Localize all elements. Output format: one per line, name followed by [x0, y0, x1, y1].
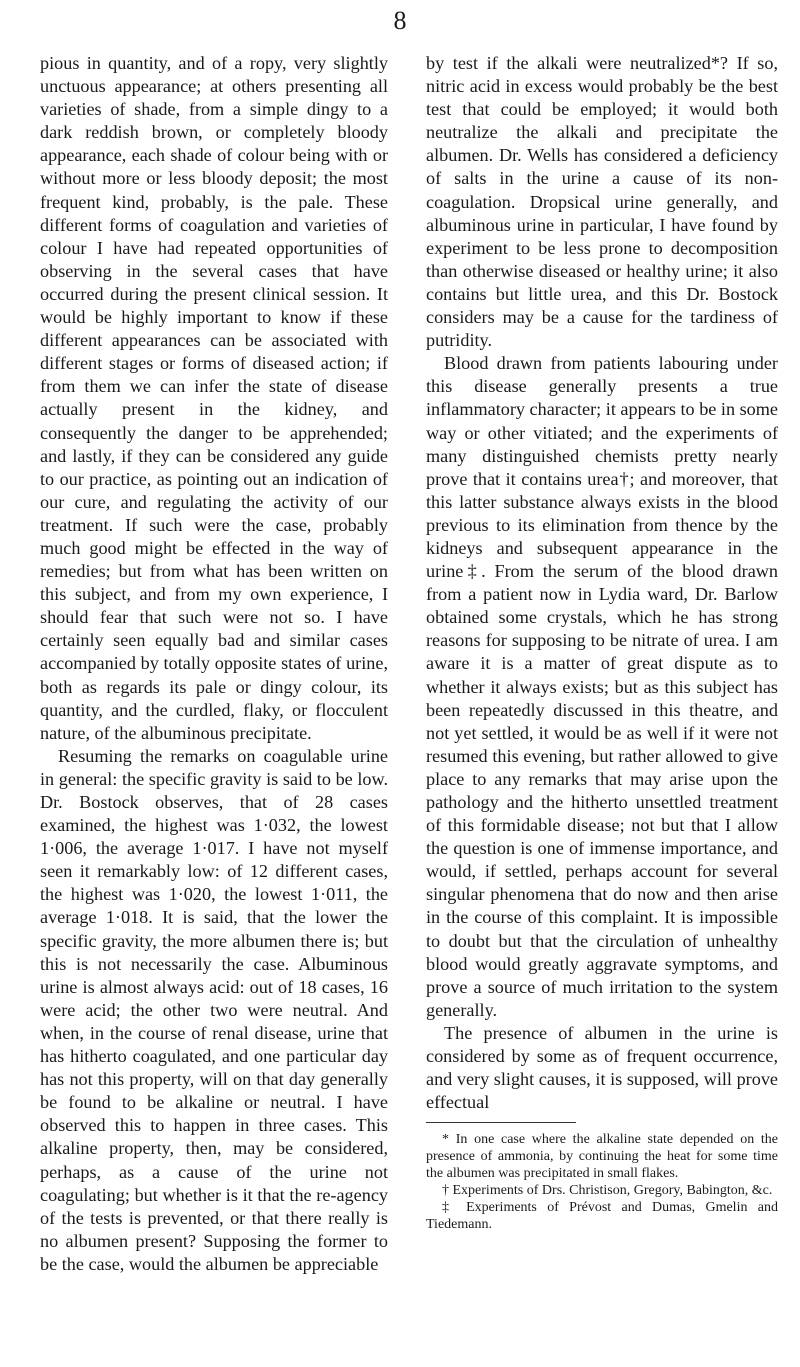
- paragraph: Blood drawn from patients labouring under this disease generally presents a true inflammatory character; it appears to be in some way or other vitiated; and the experiments of many distinguished chemists pretty nearly prove that it contains urea†; and moreover, that this latter substance always exists in the blood previous to its elimination from thence by the kidneys and subsequent appearance in the urine‡. From the serum of the blood drawn from a patient now in Lydia ward, Dr. Barlow obtained some crystals, which he has strong reasons for supposing to be nitrate of urea. I am aware it is a matter of great dispute as to whether it always exists; but as this subject has been repeatedly discussed in this theatre, and not yet settled, it would be as well if it were not resumed this evening, but rather allowed to give place to any remarks that may arise upon the pathology and the hitherto unsettled treatment of this formidable disease; not but that I allow the question is one of immense importance, and would, if settled, perhaps account for several singular phenomena that do now and then arise in the course of this complaint. It is impossible to doubt but that the circulation of unhealthy blood would greatly aggravate symptoms, and prove a source of much irritation to the system generally.: [426, 353, 778, 1020]
- paragraph: pious in quantity, and of a ropy, very slightly unctuous appearance; at others presenting all varieties of shade, from a simple dingy to a dark reddish brown, or completely bloody appearance, each shade of colour being with or without more or less bloody deposit; the most frequent kind, probably, is the pale. These different forms of coagulation and varieties of colour I have had repeated opportunities of observing in the several cases that have occurred during the present clinical session. It would be highly important to know if these different appearances can be associated with different stages or forms of diseased action; if from them we can infer the state of disease actually present in the kidney, and consequently the danger to be apprehended; and lastly, if they can be considered any guide to our practice, as pointing out an indication of our cure, and regulating the activity of our treatment. If such were the case, probably much good might be effected in the way of remedies; but from what has been written on this subject, and from my own experience, I should fear that such were not so. I have certainly seen equally bad and similar cases accompanied by totally opposite states of urine, both as regards its pale or dingy colour, its quantity, and the curdled, flaky, or flocculent nature, of the albuminous precipitate.: [40, 53, 388, 743]
- page-number: 8: [393, 6, 407, 35]
- right-column: [426, 52, 778, 1233]
- paragraph: Resuming the remarks on coagulable urine in general: the specific gravity is said to be low. Dr. Bostock observes, that of 28 cases examined, the highest was 1·032, the lowest 1·006, the average 1·017. I have not myself seen it remarkably low: of 12 different cases, the highest was 1·020, the lowest 1·011, the average 1·018. It is said, that the lower the specific gravity, the more albumen there is; but this is not necessarily the case. Albuminous urine is almost always acid: out of 18 cases, 16 were acid; the other two were neutral. And when, in the course of renal disease, urine that has hitherto coagulated, and one particular day has not this property, will on that day generally be found to be alkaline or neutral. I have observed this to happen in three cases. This alkaline property, then, may be considered, perhaps, as a cause of the urine not coagulating; but whether is it that the re-agency of the tests is prevented, or that there really is no albumen present? Supposing the former to be the case, would the albumen be appreciable: [40, 745, 388, 1274]
- paragraph: by test if the alkali were neutralized*? If so, nitric acid in excess would probably be the best test that could be employed; it would both neutralize the alkali and precipitate the albumen. Dr. Wells has considered a deficiency of salts in the urine a cause of its non-coagulation. Dropsical urine generally, and albuminous urine in particular, I have found by experiment to be less prone to decomposition than otherwise diseased or healthy urine; it also contains but little urea, and this Dr. Bostock considers may be a cause for the tardiness of putridity.: [426, 53, 778, 351]
- footnote-divider: [426, 1122, 576, 1123]
- paragraph: The presence of albumen in the urine is considered by some as of frequent occurrence, and very slight causes, it is supposed, will prove effectual: [426, 1022, 778, 1113]
- footnotes: [426, 1131, 778, 1233]
- left-column: [40, 52, 388, 1276]
- footnote: ‡ Experiments of Prévost and Dumas, Gmelin and Tiedemann.: [426, 1200, 778, 1233]
- footnote: * In one case where the alkaline state depended on the presence of ammonia, by continuing the heat for some time the albumen was precipitated in small flakes.: [426, 1132, 778, 1182]
- footnote: † Experiments of Drs. Christison, Gregory, Babington, &c.: [442, 1183, 773, 1199]
